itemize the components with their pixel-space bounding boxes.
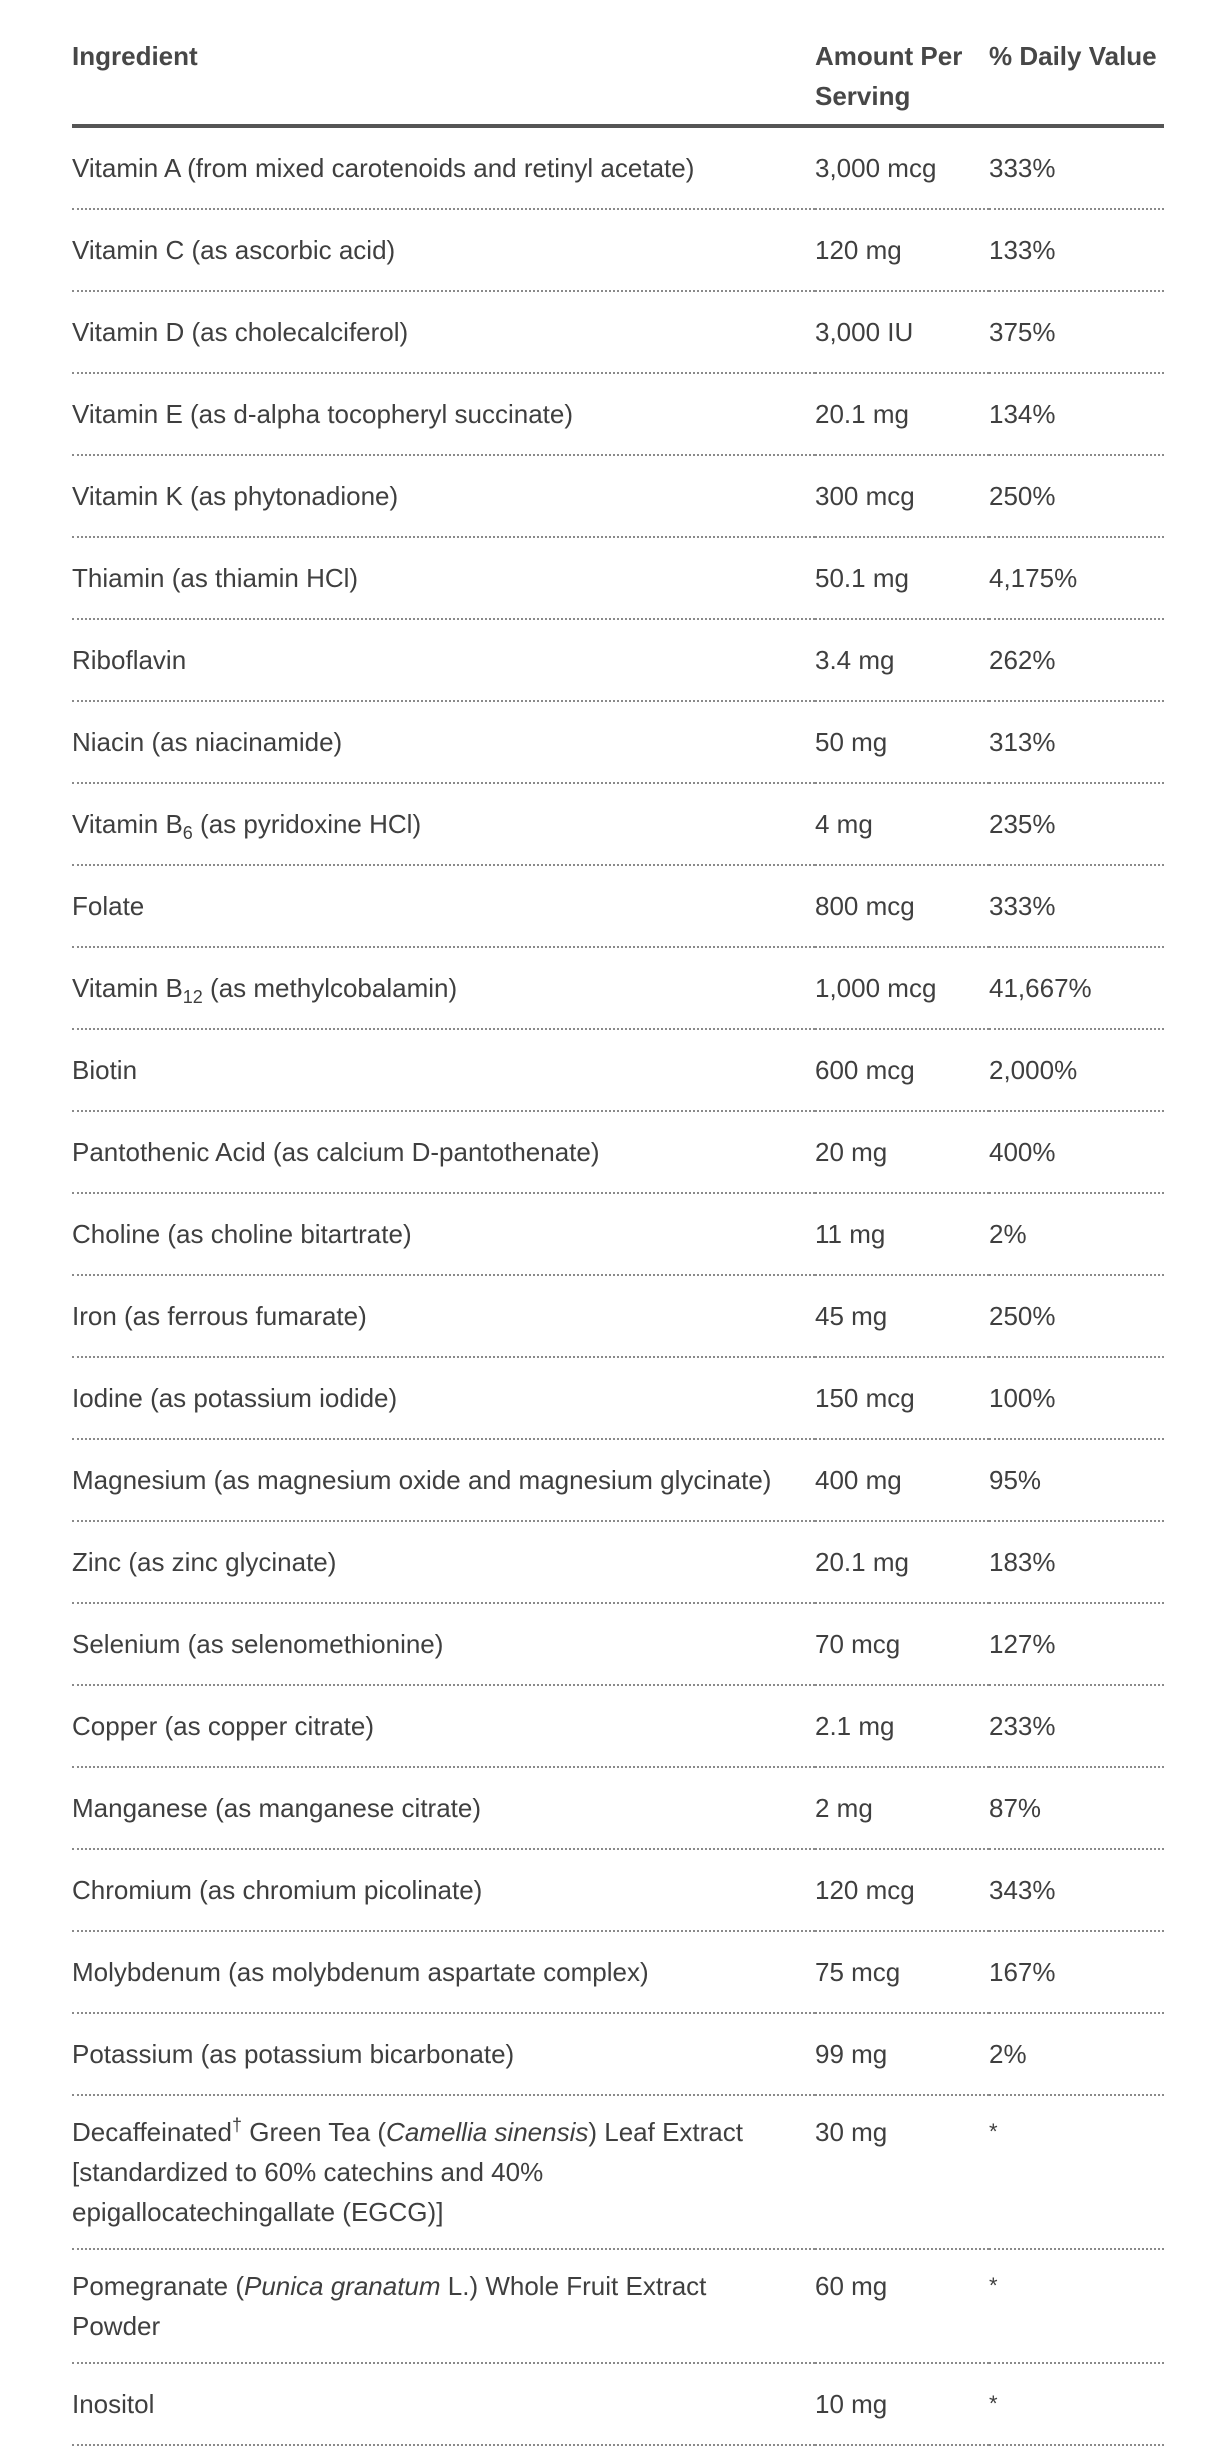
ingredient-cell: Vitamin C (as ascorbic acid) xyxy=(72,209,815,291)
amount-cell: 3,000 mcg xyxy=(815,126,989,209)
amount-cell: 600 mcg xyxy=(815,1029,989,1111)
amount-cell: 50 mg xyxy=(815,701,989,783)
ingredient-cell: Vitamin A (from mixed carotenoids and retinyl acetate) xyxy=(72,126,815,209)
table-row xyxy=(72,2013,1164,2095)
ingredient-cell: Selenium (as selenomethionine) xyxy=(72,1603,815,1685)
daily-value-cell: 133% xyxy=(989,209,1164,291)
amount-cell: 2 mg xyxy=(815,1767,989,1849)
amount-cell: 70 mcg xyxy=(815,1603,989,1685)
ingredient-cell: Vitamin K (as phytonadione) xyxy=(72,455,815,537)
daily-value-cell: 41,667% xyxy=(989,947,1164,1029)
asterisk-mark: * xyxy=(989,2119,998,2144)
ingredient-text: ) Leaf Extract [standardized to 60% catechins and 40% epigallocatechingallate (EGCG)] xyxy=(72,2117,743,2227)
table-row xyxy=(72,1111,1164,1193)
supplement-facts-table-container xyxy=(72,0,1164,2446)
header-ingredient: Ingredient xyxy=(72,0,815,126)
ingredient-cell: Inositol xyxy=(72,2363,815,2445)
daily-value-cell xyxy=(989,2363,1164,2445)
ingredient-cell: Thiamin (as thiamin HCl) xyxy=(72,537,815,619)
daily-value-cell: 333% xyxy=(989,126,1164,209)
ingredient-cell: Manganese (as manganese citrate) xyxy=(72,1767,815,1849)
daily-value-cell: 250% xyxy=(989,455,1164,537)
table-row xyxy=(72,1275,1164,1357)
daily-value-cell: 375% xyxy=(989,291,1164,373)
table-row xyxy=(72,1439,1164,1521)
amount-cell: 800 mcg xyxy=(815,865,989,947)
header-amount-per-serving: Amount Per Serving xyxy=(815,0,989,126)
ingredient-text: (as methylcobalamin) xyxy=(202,973,458,1003)
ingredient-cell xyxy=(72,783,815,865)
table-row xyxy=(72,209,1164,291)
daily-value-cell: 235% xyxy=(989,783,1164,865)
ingredient-text: Vitamin B xyxy=(72,973,183,1003)
daily-value-cell: 233% xyxy=(989,1685,1164,1767)
amount-cell: 3,000 IU xyxy=(815,291,989,373)
table-row xyxy=(72,455,1164,537)
daily-value-cell: 343% xyxy=(989,1849,1164,1931)
table-row xyxy=(72,1767,1164,1849)
ingredient-text: (as pyridoxine HCl) xyxy=(192,809,422,839)
daily-value-cell: 400% xyxy=(989,1111,1164,1193)
amount-cell: 20.1 mg xyxy=(815,1521,989,1603)
amount-cell: 4 mg xyxy=(815,783,989,865)
table-row xyxy=(72,783,1164,865)
ingredient-cell: Niacin (as niacinamide) xyxy=(72,701,815,783)
amount-cell: 1,000 mcg xyxy=(815,947,989,1029)
ingredient-cell: Chromium (as chromium picolinate) xyxy=(72,1849,815,1931)
amount-cell: 11 mg xyxy=(815,1193,989,1275)
table-row xyxy=(72,619,1164,701)
amount-cell: 60 mg xyxy=(815,2249,989,2363)
amount-cell: 10 mg xyxy=(815,2363,989,2445)
amount-cell: 120 mcg xyxy=(815,1849,989,1931)
amount-cell: 30 mg xyxy=(815,2095,989,2249)
ingredient-cell: Folate xyxy=(72,865,815,947)
table-row xyxy=(72,1521,1164,1603)
amount-cell: 400 mg xyxy=(815,1439,989,1521)
amount-cell: 2.1 mg xyxy=(815,1685,989,1767)
latin-name: Camellia sinensis xyxy=(386,2117,589,2147)
ingredient-cell: Vitamin D (as cholecalciferol) xyxy=(72,291,815,373)
table-row xyxy=(72,1193,1164,1275)
table-row xyxy=(72,947,1164,1029)
daily-value-cell: 95% xyxy=(989,1439,1164,1521)
table-row xyxy=(72,1029,1164,1111)
asterisk-mark: * xyxy=(989,2273,998,2298)
amount-cell: 300 mcg xyxy=(815,455,989,537)
table-row xyxy=(72,291,1164,373)
ingredient-cell: Iron (as ferrous fumarate) xyxy=(72,1275,815,1357)
ingredient-cell: Choline (as choline bitartrate) xyxy=(72,1193,815,1275)
daily-value-cell: 313% xyxy=(989,701,1164,783)
table-row xyxy=(72,1849,1164,1931)
amount-cell: 50.1 mg xyxy=(815,537,989,619)
daily-value-cell: 183% xyxy=(989,1521,1164,1603)
latin-name: Punica granatum xyxy=(243,2271,441,2301)
ingredient-cell: Iodine (as potassium iodide) xyxy=(72,1357,815,1439)
table-row xyxy=(72,537,1164,619)
daily-value-cell: 134% xyxy=(989,373,1164,455)
table-row xyxy=(72,2363,1164,2445)
ingredient-cell: Potassium (as potassium bicarbonate) xyxy=(72,2013,815,2095)
daily-value-cell: 167% xyxy=(989,1931,1164,2013)
daily-value-cell: 2% xyxy=(989,2013,1164,2095)
daily-value-cell: 100% xyxy=(989,1357,1164,1439)
ingredient-cell xyxy=(72,2249,815,2363)
daily-value-cell: 4,175% xyxy=(989,537,1164,619)
table-row xyxy=(72,373,1164,455)
amount-cell: 20.1 mg xyxy=(815,373,989,455)
amount-cell: 45 mg xyxy=(815,1275,989,1357)
dagger-mark: † xyxy=(231,2115,242,2135)
ingredient-cell: Riboflavin xyxy=(72,619,815,701)
ingredient-cell: Zinc (as zinc glycinate) xyxy=(72,1521,815,1603)
subscript: 6 xyxy=(182,823,193,843)
ingredient-cell: Pantothenic Acid (as calcium D-pantothenate) xyxy=(72,1111,815,1193)
amount-cell: 3.4 mg xyxy=(815,619,989,701)
asterisk-mark: * xyxy=(989,2391,998,2416)
ingredient-cell: Magnesium (as magnesium oxide and magnesium glycinate) xyxy=(72,1439,815,1521)
daily-value-cell xyxy=(989,2249,1164,2363)
ingredient-text: Vitamin B xyxy=(72,809,183,839)
daily-value-cell: 250% xyxy=(989,1275,1164,1357)
header-daily-value: % Daily Value xyxy=(989,0,1164,126)
daily-value-cell: 87% xyxy=(989,1767,1164,1849)
table-row xyxy=(72,1931,1164,2013)
table-row xyxy=(72,1603,1164,1685)
daily-value-cell: 2% xyxy=(989,1193,1164,1275)
daily-value-cell: 333% xyxy=(989,865,1164,947)
ingredient-text: Green Tea ( xyxy=(242,2117,387,2147)
daily-value-cell: 127% xyxy=(989,1603,1164,1685)
daily-value-cell: 2,000% xyxy=(989,1029,1164,1111)
daily-value-cell: 262% xyxy=(989,619,1164,701)
table-row xyxy=(72,2095,1164,2249)
ingredient-cell: Molybdenum (as molybdenum aspartate complex) xyxy=(72,1931,815,2013)
ingredient-text: Pomegranate ( xyxy=(72,2271,244,2301)
amount-cell: 99 mg xyxy=(815,2013,989,2095)
table-row xyxy=(72,126,1164,209)
amount-cell: 75 mcg xyxy=(815,1931,989,2013)
table-header-row xyxy=(72,0,1164,126)
daily-value-cell xyxy=(989,2095,1164,2249)
table-row xyxy=(72,1357,1164,1439)
table-row xyxy=(72,1685,1164,1767)
ingredient-cell: Vitamin E (as d-alpha tocopheryl succinate) xyxy=(72,373,815,455)
amount-cell: 20 mg xyxy=(815,1111,989,1193)
table-row xyxy=(72,701,1164,783)
ingredient-cell: Biotin xyxy=(72,1029,815,1111)
subscript: 12 xyxy=(182,987,203,1007)
amount-cell: 150 mcg xyxy=(815,1357,989,1439)
supplement-facts-table xyxy=(72,0,1164,2446)
amount-cell: 120 mg xyxy=(815,209,989,291)
ingredient-cell: Copper (as copper citrate) xyxy=(72,1685,815,1767)
ingredient-cell xyxy=(72,947,815,1029)
table-row xyxy=(72,865,1164,947)
ingredient-text: Decaffeinated xyxy=(72,2117,232,2147)
ingredient-text: L.) Whole Fruit Extract Powder xyxy=(72,2271,707,2341)
table-row xyxy=(72,2249,1164,2363)
ingredient-cell xyxy=(72,2095,815,2249)
